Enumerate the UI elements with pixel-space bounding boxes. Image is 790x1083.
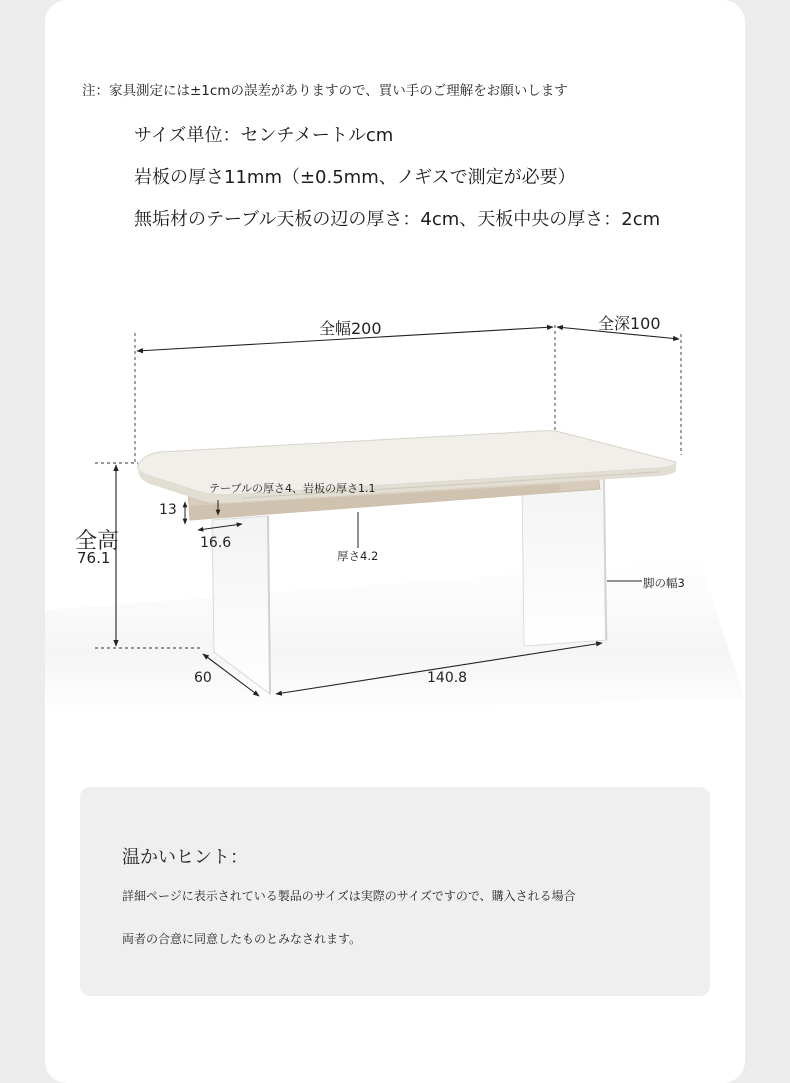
floor-shadow [45, 560, 745, 715]
hint-line-2: 両者の合意に同意したものとみなされます。 [122, 932, 362, 946]
unit-note: サイズ単位：センチメートルcm [134, 125, 394, 146]
leg-width-label: 脚の幅3 [643, 576, 685, 590]
back-leg [522, 478, 607, 646]
apron-thickness-label: 厚さ4.2 [337, 549, 379, 563]
width-label: 全幅200 [319, 319, 382, 338]
leg-depth-label: 60 [194, 670, 212, 686]
measurement-disclaimer: 注：家具測定には±1cmの誤差がありますので、買い手のご理解をお願いします [82, 83, 568, 99]
height-label: 全高 [75, 529, 120, 554]
hint-box [80, 787, 710, 996]
depth-label: 全深100 [598, 314, 661, 333]
apron-height-label: 13 [159, 502, 177, 518]
wood-thickness-note: 無垢材のテーブル天板の辺の厚さ：4cm、天板中央の厚さ：2cm [134, 209, 661, 230]
slab-thickness-note: 岩板の厚さ11mm（±0.5mm、ノギスで測定が必要） [134, 167, 576, 188]
thickness-note-label: テーブルの厚さ4、岩板の厚さ1.1 [209, 482, 376, 495]
hint-title: 温かいヒント： [122, 847, 248, 868]
height-value: 76.1 [77, 549, 111, 567]
hint-line-1: 詳細ページに表示されている製品のサイズは実際のサイズですので、購入される場合 [122, 889, 576, 903]
overhang-label: 16.6 [200, 535, 232, 551]
leg-span-label: 140.8 [427, 670, 468, 686]
